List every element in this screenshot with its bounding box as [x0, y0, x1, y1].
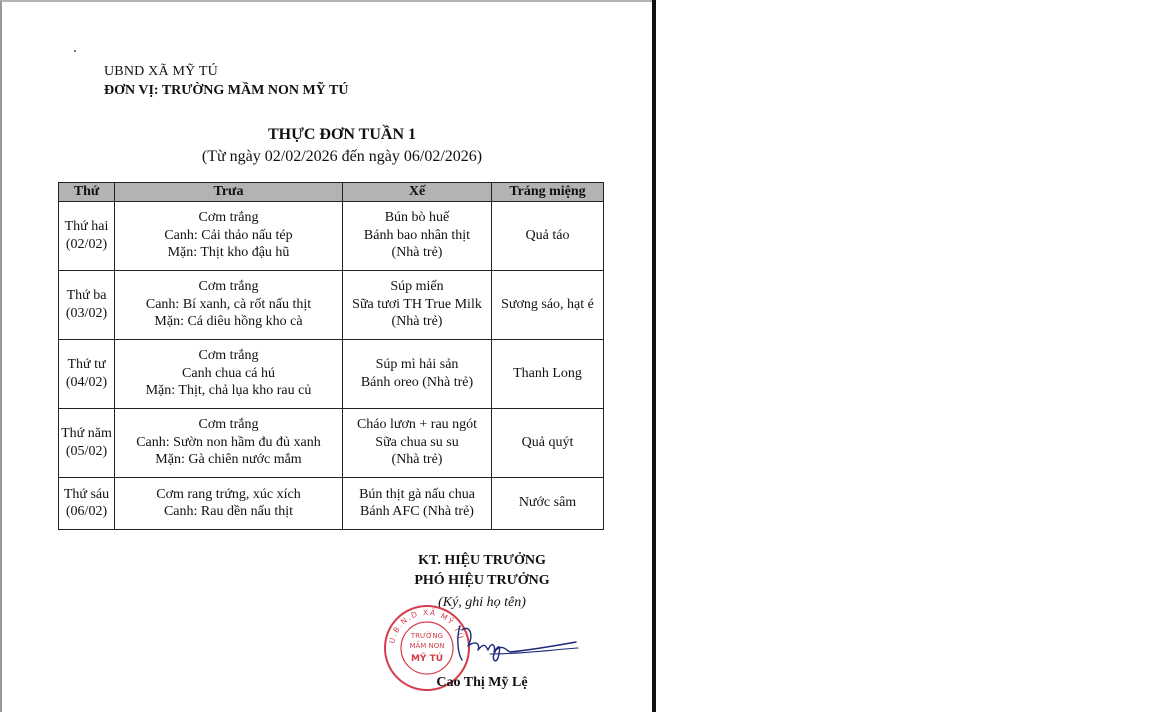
signer-name: Cao Thị Mỹ Lệ — [436, 675, 528, 690]
dessert-cell: Sương sáo, hạt é — [492, 270, 604, 339]
snack-item: Súp mì hải sản — [375, 357, 459, 372]
table-row — [59, 408, 604, 477]
dessert-cell: Thanh Long — [492, 339, 604, 408]
header-day: Thứ — [59, 183, 115, 202]
day-cell — [59, 477, 115, 529]
day-name: Thứ tư — [67, 357, 106, 372]
lunch-item: Canh: Cải thảo nấu tép — [164, 227, 293, 243]
snack-item: Sữa chua su su — [375, 434, 459, 450]
day-date: (02/02) — [65, 236, 108, 252]
svg-text:MẦM NON: MẦM NON — [409, 642, 445, 650]
document-title: THỰC ĐƠN TUẦN 1 — [267, 126, 416, 143]
table-row — [59, 339, 604, 408]
snack-item: Cháo lươn + rau ngót — [356, 417, 478, 433]
snack-item: Súp miến — [390, 279, 444, 295]
table-row — [59, 477, 604, 529]
snack-item: (Nhà trẻ) — [391, 314, 443, 330]
snack-cell — [343, 270, 492, 339]
day-name: Thứ hai — [64, 219, 109, 234]
table-row — [59, 270, 604, 339]
lunch-cell — [115, 201, 343, 270]
lunch-item: Cơm trắng — [198, 210, 259, 226]
svg-text:MỸ TÚ: MỸ TÚ — [410, 654, 444, 664]
day-date: (04/02) — [65, 374, 108, 390]
svg-text:U.B.N.D XÃ MỸ TÚ: U.B.N.D XÃ MỸ TÚ — [387, 607, 466, 645]
header-lunch: Trưa — [115, 183, 343, 202]
snack-cell — [343, 477, 492, 529]
snack-cell — [343, 339, 492, 408]
handwritten-signature — [450, 620, 582, 664]
day-name: Thứ sáu — [63, 486, 110, 502]
svg-text:TRƯỜNG: TRƯỜNG — [410, 632, 444, 640]
lunch-item: Cơm trắng — [198, 417, 259, 433]
weekly-menu-table — [58, 182, 604, 530]
day-cell — [59, 270, 115, 339]
committee-name: UBND XÃ MỸ TÚ — [104, 64, 218, 79]
snack-cell — [343, 201, 492, 270]
lunch-item: Cơm trắng — [198, 348, 259, 364]
day-name: Thứ ba — [66, 288, 107, 303]
lunch-item: Mặn: Thịt kho đậu hũ — [167, 245, 290, 261]
lunch-item: Cơm rang trứng, xúc xích — [156, 486, 301, 502]
table-header-row — [59, 183, 604, 202]
scan-border-edge — [652, 0, 656, 712]
lunch-item: Canh chua cá hú — [182, 365, 275, 381]
snack-item: (Nhà trẻ) — [391, 452, 443, 468]
lunch-item: Canh: Rau dền nấu thịt — [163, 504, 294, 519]
lunch-cell — [115, 270, 343, 339]
lunch-item: Mặn: Cá diêu hồng kho cà — [154, 314, 303, 330]
signature-title-2: PHÓ HIỆU TRƯỞNG — [414, 573, 550, 588]
day-cell — [59, 408, 115, 477]
header-dessert: Tráng miệng — [492, 183, 604, 202]
scan-speck — [74, 50, 76, 52]
snack-cell — [343, 408, 492, 477]
unit-name: ĐƠN VỊ: TRƯỜNG MẦM NON MỸ TÚ — [104, 83, 349, 98]
snack-item: (Nhà trẻ) — [391, 245, 443, 261]
document-date-range: (Từ ngày 02/02/2026 đến ngày 06/02/2026) — [201, 148, 483, 165]
lunch-item: Canh: Bí xanh, cà rốt nấu thịt — [145, 296, 312, 312]
day-date: (03/02) — [65, 305, 108, 321]
day-cell — [59, 201, 115, 270]
snack-item: Bún thịt gà nấu chua — [359, 486, 475, 502]
day-cell — [59, 339, 115, 408]
snack-item: Bánh AFC (Nhà trẻ) — [360, 504, 474, 519]
dessert-cell: Quả quýt — [492, 408, 604, 477]
signature-title-1: KT. HIỆU TRƯỞNG — [418, 553, 546, 568]
signature-instruction: (Ký, ghi họ tên) — [438, 595, 526, 610]
day-date: (06/02) — [65, 504, 108, 519]
lunch-item: Canh: Sườn non hầm đu đủ xanh — [136, 434, 321, 450]
lunch-cell — [115, 339, 343, 408]
lunch-cell — [115, 408, 343, 477]
snack-item: Bánh bao nhân thịt — [363, 227, 471, 243]
day-name: Thứ năm — [61, 426, 112, 441]
table-row — [59, 201, 604, 270]
snack-item: Sữa tươi TH True Milk — [352, 296, 482, 312]
day-date: (05/02) — [65, 443, 108, 459]
lunch-item: Mặn: Thịt, chả lụa kho rau củ — [145, 383, 312, 399]
dessert-cell: Quả táo — [492, 201, 604, 270]
snack-item: Bánh oreo (Nhà trẻ) — [360, 374, 474, 390]
snack-item: Bún bò huế — [384, 210, 450, 226]
lunch-cell — [115, 477, 343, 529]
lunch-item: Cơm trắng — [198, 279, 259, 295]
lunch-item: Mặn: Gà chiên nước mắm — [155, 452, 302, 468]
header-snack: Xế — [343, 183, 492, 202]
dessert-cell: Nước sâm — [492, 477, 604, 529]
